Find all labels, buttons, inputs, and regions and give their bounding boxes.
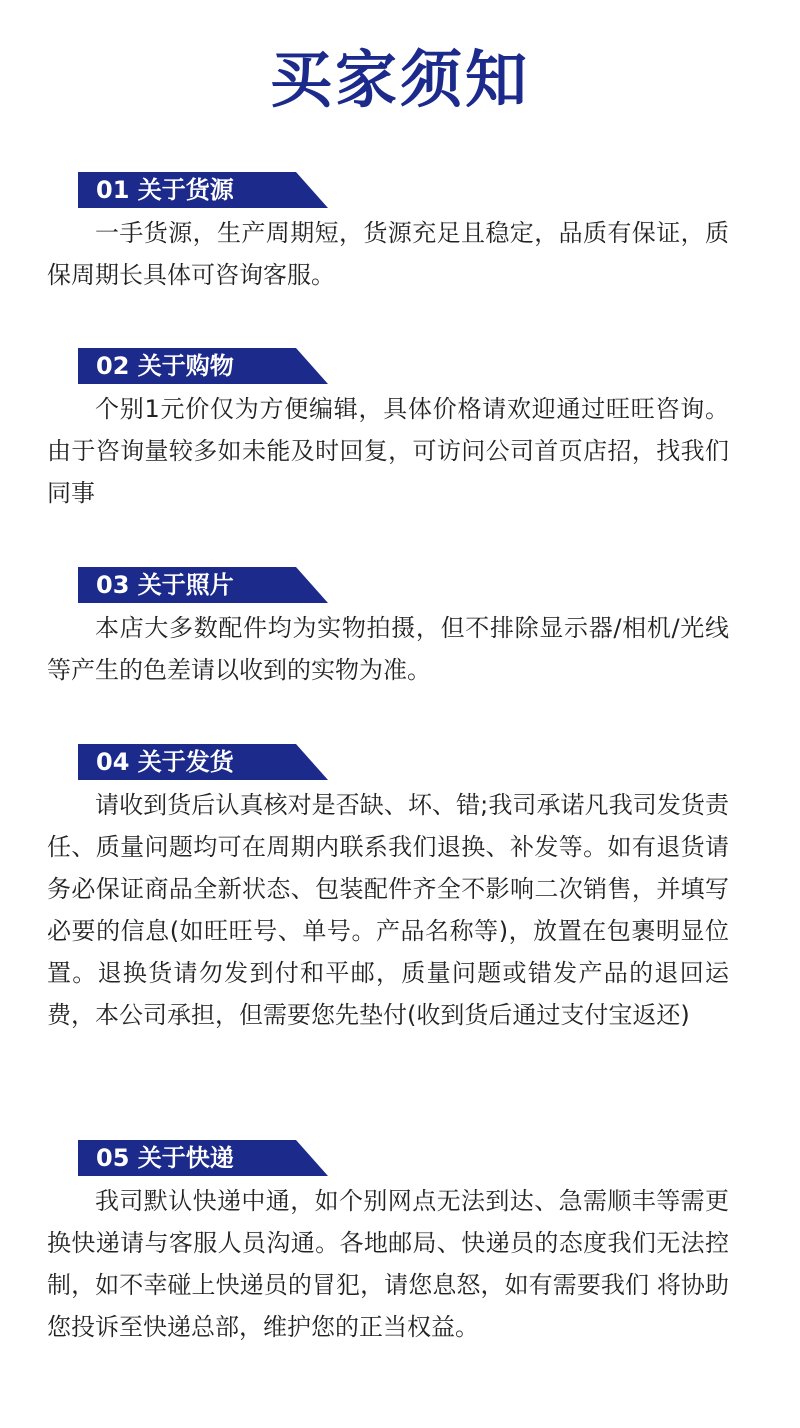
- section-tag: [78, 348, 328, 384]
- section-text: 个别1元价仅为方便编辑，具体价格请欢迎通过旺旺咨询。由于咨询量较多如未能及时回复，可访问公司首页店招，找我们同事: [47, 395, 729, 507]
- page-title: 买家须知: [269, 43, 530, 116]
- section-label: 01 关于货源: [96, 176, 234, 204]
- section-label: 05 关于快递: [96, 1144, 234, 1172]
- section-text: 我司默认快递中通，如个别网点无法到达、急需顺丰等需更换快递请与客服人员沟通。各地邮局、快递员的态度我们无法控制，如不幸碰上快递员的冒犯，请您息怒，如有需要我们 将协助您投诉至快递总部，维护您的正当权益。: [47, 1187, 729, 1341]
- section-tag: [78, 172, 328, 208]
- section-label: 02 关于购物: [96, 352, 234, 380]
- section-tag: [78, 567, 328, 603]
- section-tag: [78, 1140, 328, 1176]
- section-text: 本店大多数配件均为实物拍摄，但不排除显示器/相机/光线等产生的色差请以收到的实物为准。: [47, 614, 729, 684]
- section-text: 一手货源，生产周期短，货源充足且稳定，品质有保证，质保周期长具体可咨询客服。: [47, 219, 729, 289]
- section-tag: [78, 744, 328, 780]
- section-label: 03 关于照片: [96, 571, 234, 599]
- section-label: 04 关于发货: [96, 748, 234, 776]
- section-text: 请收到货后认真核对是否缺、坏、错;我司承诺凡我司发货责任、质量问题均可在周期内联系我们退换、补发等。如有退货请务必保证商品全新状态、包装配件齐全不影响二次销售，并填写必要的信息(如旺旺号、单号。产品名称等)，放置在包裹明显位置。退换货请勿发到付和平邮，质量问题或错发产品的退回运费，本公司承担，但需要您先垫付(收到货后通过支付宝返还): [47, 791, 729, 1029]
